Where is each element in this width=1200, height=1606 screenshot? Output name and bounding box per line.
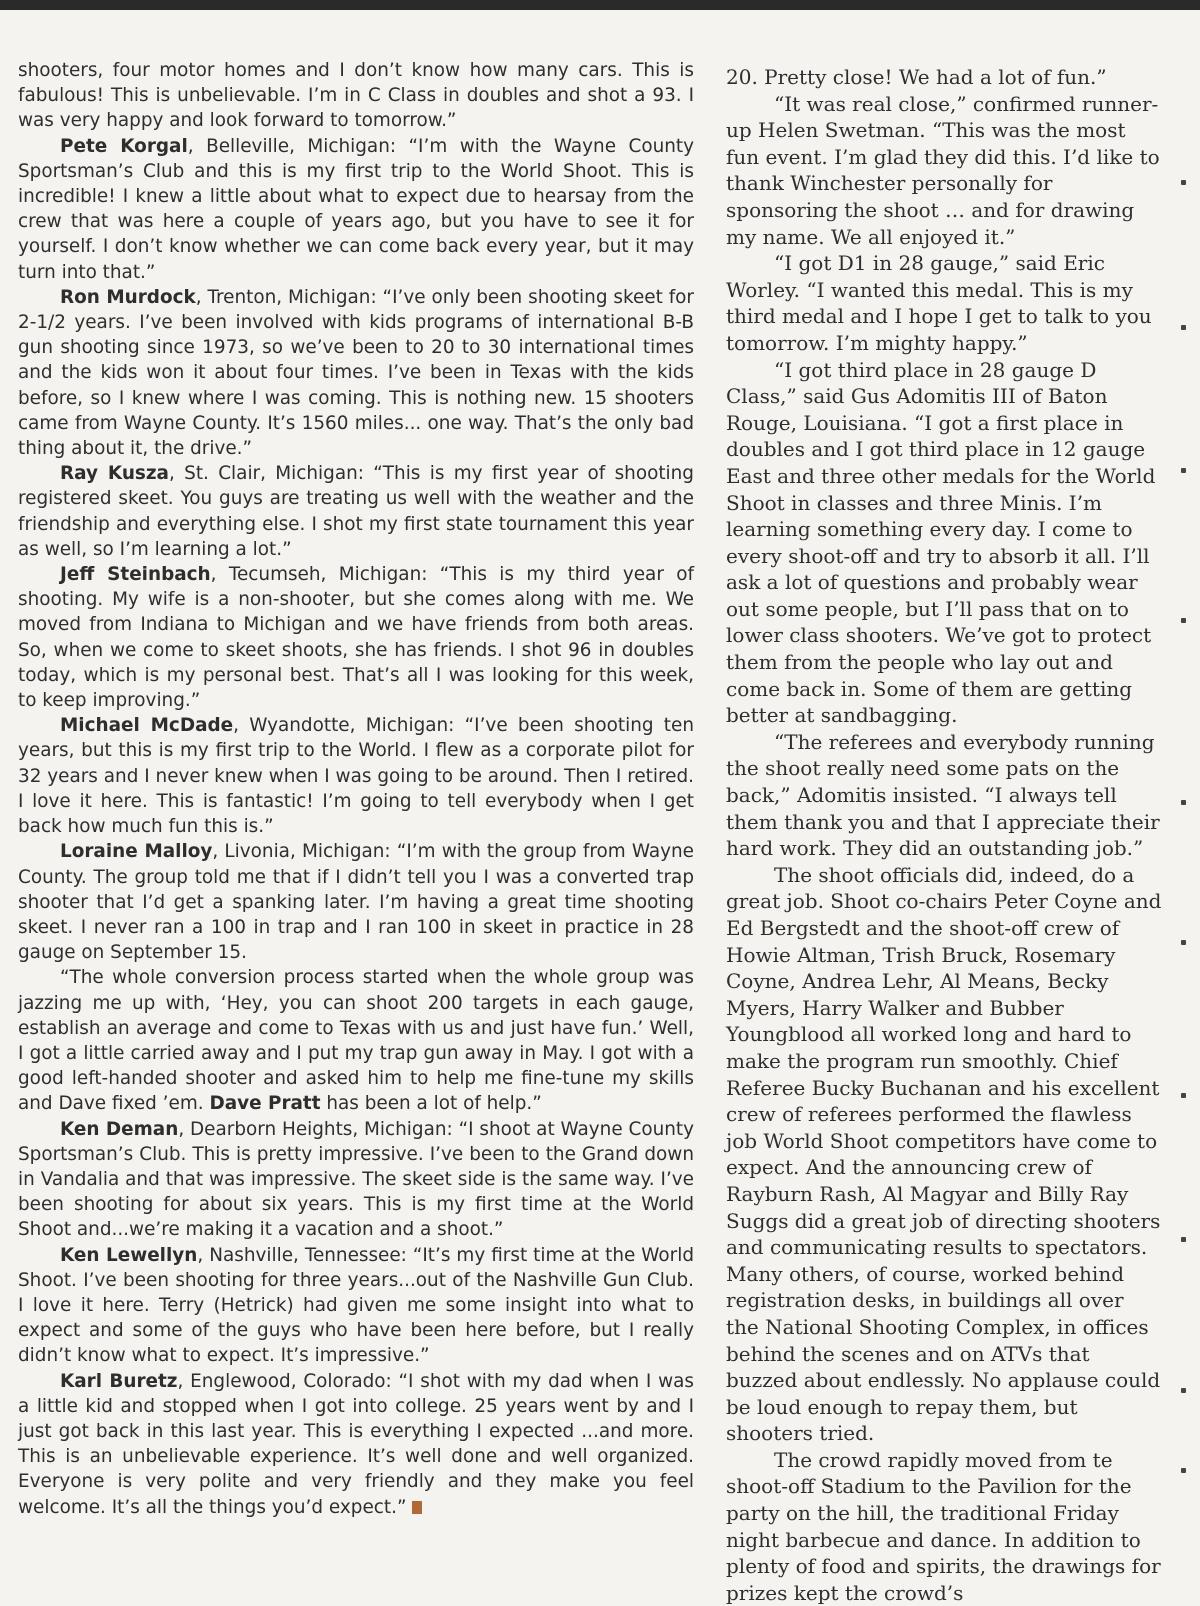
paragraph bbox=[18, 285, 694, 461]
edge-mark bbox=[1181, 1468, 1186, 1473]
edge-mark bbox=[1181, 800, 1186, 805]
paragraph: 20. Pretty close! We had a lot of fun.” bbox=[726, 65, 1107, 89]
paragraph bbox=[18, 1243, 694, 1369]
paragraph-text: has been a lot of help.” bbox=[320, 1093, 542, 1115]
paragraph: shooters, four motor homes and I don’t know how many cars. This is fabulous! This is unbelievable. I’m in C Class in doubles and shot a 93. I was very happy and look forward to tomorrow.” bbox=[18, 60, 694, 132]
paragraph bbox=[18, 461, 694, 562]
top-rule bbox=[0, 0, 1200, 10]
paragraph-text: , Dearborn Heights, Michigan: “I shoot at Wayne County Sportsman’s Club. This is pretty impressive. I’ve been to the Grand down in Vandalia and that was impressive. The skeet side is the same way. I’ve been shooting for about six years. This is my first time at the World Shoot and...we’re making it a vacation and a shoot.” bbox=[18, 1118, 694, 1241]
paragraph bbox=[18, 1369, 694, 1520]
speaker-name: Ken Lewellyn bbox=[60, 1244, 198, 1266]
speaker-name: Ken Deman bbox=[60, 1118, 179, 1140]
speaker-name: Loraine Malloy bbox=[60, 841, 213, 863]
paragraph-text: , Livonia, Michigan: “I’m with the group from Wayne County. The group told me that if I didn’t tell you I was a converted trap shooter that I’d get a spanking later. I’m having a great time shooting skeet. I never ran a 100 in trap and I ran 100 in skeet in practice in 28 gauge on September 15. bbox=[18, 841, 694, 964]
paragraph-text: “The whole conversion process started when the whole group was jazzing me up with, ‘Hey, you can shoot 200 targets in each gauge, establish an average and come to Texas with us and just have fun.’ Well, I got a little carried away and I put my trap gun away in May. I got with a good left-handed shooter and asked him to help me fine-tune my skills and Dave fixed ’em. bbox=[18, 967, 694, 1115]
edge-mark bbox=[1181, 618, 1186, 623]
paragraph: “I got D1 in 28 gauge,” said Eric Worley. “I wanted this medal. This is my third medal and I hope I get to talk to you tomorrow. I’m mighty happy.” bbox=[726, 251, 1152, 355]
paragraph-text: , Belleville, Michigan: “I’m with the Wayne County Sportsman’s Club and this is my first trip to the World Shoot. This is incredible! I knew a little about what to expect due to hearsay from the crew that was here a couple of years ago, but you have to see it for yourself. I don’t know whether we can come back every year, but it may turn into that.” bbox=[18, 135, 694, 283]
page-edge-marks bbox=[1170, 0, 1200, 1595]
paragraph bbox=[18, 965, 694, 1116]
paragraph bbox=[18, 562, 694, 713]
left-column bbox=[18, 58, 694, 1520]
paragraph: The shoot officials did, indeed, do a great job. Shoot co-chairs Peter Coyne and Ed Bergstedt and the shoot-off crew of Howie Altman, Trish Bruck, Rosemary Coyne, Andrea Lehr, Al Means, Becky Myers, Harry Walker and Bubber Youngblood all worked long and hard to make the program run smoothly. Chief Referee Bucky Buchanan and his excellent crew of referees performed the flawless job World Shoot competitors have come to expect. And the announcing crew of Rayburn Rash, Al Magyar and Billy Ray Suggs did a great job of directing shooters and communicating results to spectators. Many others, of course, worked behind registration desks, in buildings all over the National Shooting Complex, in offices behind the scenes and on ATVs that buzzed about endlessly. No applause could be loud enough to repay them, but shooters tried. bbox=[726, 862, 1162, 1446]
end-of-article-mark bbox=[412, 1501, 422, 1514]
paragraph: The crowd rapidly moved from te shoot-off Stadium to the Pavilion for the party on the hill, the traditional Friday night barbecue and dance. In addition to plenty of food and spirits, the drawings for prizes kept the crowd’s bbox=[726, 1447, 1161, 1605]
speaker-name: Jeff Steinbach bbox=[60, 564, 211, 586]
paragraph: “The referees and everybody running the shoot really need some pats on the back,” Adomitis insisted. “I always tell them thank you and that I appreciate their hard work. They did an outstanding job.” bbox=[726, 729, 1160, 861]
paragraph-text: , Nashville, Tennessee: “It’s my first time at the World Shoot. I’ve been shooting for three years...out of the Nashville Gun Club. I love it here. Terry (Hetrick) had given me some insight into what to expect and some of the guys who have been here before, but I really didn’t know what to expect. It’s impressive.” bbox=[18, 1244, 694, 1367]
paragraph: “I got third place in 28 gauge D Class,” said Gus Adomitis III of Baton Rouge, Louisiana. “I got a first place in doubles and I got third place in 12 gauge East and three other medals for the World Shoot in classes and three Minis. I’m learning something every day. I come to every shoot-off and try to absorb it all. I’ll ask a lot of questions and probably wear out some people, but I’ll pass that on to lower class shooters. We’ve got to protect them from the people who lay out and come back in. Some of them are getting better at sandbagging. bbox=[726, 357, 1156, 728]
paragraph bbox=[18, 713, 694, 839]
speaker-name: Karl Buretz bbox=[60, 1370, 178, 1392]
edge-mark bbox=[1181, 180, 1186, 185]
paragraph-text: , Tecumseh, Michigan: “This is my third year of shooting. My wife is a non-shooter, but she comes along with me. We moved from Indiana to Michigan and we have friends from both areas. So, when we come to skeet shoots, she has friends. I shot 96 in doubles today, which is my personal best. That’s all I was looking for this week, to keep improving.” bbox=[18, 564, 694, 712]
edge-mark bbox=[1181, 1388, 1186, 1393]
speaker-name: Ron Murdock bbox=[60, 286, 196, 308]
paragraph-text: , Trenton, Michigan: “I’ve only been shooting skeet for 2-1/2 years. I’ve been involved with kids programs of international B-B gun shooting since 1973, so we’ve been to 20 to 30 international times and the kids won it about four times. I’ve been in Texas with the kids before, so I knew where I was coming. This is nothing new. 15 shooters came from Wayne County. It’s 1560 miles... one way. That’s the only bad thing about it, the drive.” bbox=[18, 286, 694, 460]
paragraph bbox=[18, 1117, 694, 1243]
paragraph bbox=[18, 134, 694, 285]
paragraph-text: , St. Clair, Michigan: “This is my first year of shooting registered skeet. You guys are treating us well with the weather and the friendship and everything else. I shot my first state tournament this year as well, so I’m learning a lot.” bbox=[18, 463, 694, 560]
speaker-name: Pete Korgal bbox=[60, 135, 188, 157]
edge-mark bbox=[1181, 468, 1186, 473]
edge-mark bbox=[1181, 1237, 1186, 1242]
right-column bbox=[726, 64, 1162, 1606]
paragraph-text: , Englewood, Colorado: “I shot with my dad when I was a little kid and stopped when I got into college. 25 years went by and I just got back in this last year. This is everything I expected ...and more. This is an unbelievable experience. It’s well done and well organized. Everyone is very polite and very friendly and they make you feel welcome. It’s all the things you’d expect.” bbox=[18, 1370, 694, 1518]
speaker-name: Ray Kusza bbox=[60, 463, 169, 485]
edge-mark bbox=[1181, 1093, 1186, 1098]
edge-mark bbox=[1181, 940, 1186, 945]
paragraph: “It was real close,” confirmed runner-up Helen Swetman. “This was the most fun event. I’m glad they did this. I’d like to thank Winchester personally for sponsoring the shoot … and for drawing my name. We all enjoyed it.” bbox=[726, 91, 1160, 249]
paragraph-text: , Wyandotte, Michigan: “I’ve been shooting ten years, but this is my first trip to the World. I flew as a corporate pilot for 32 years and I never knew when I was going to be around. Then I retired. I love it here. This is fantastic! I’m going to tell everybody when I get back how much fun this is.” bbox=[18, 715, 694, 838]
edge-mark bbox=[1181, 325, 1186, 330]
speaker-name: Dave Pratt bbox=[209, 1093, 321, 1115]
paragraph bbox=[18, 839, 694, 965]
speaker-name: Michael McDade bbox=[60, 715, 234, 737]
